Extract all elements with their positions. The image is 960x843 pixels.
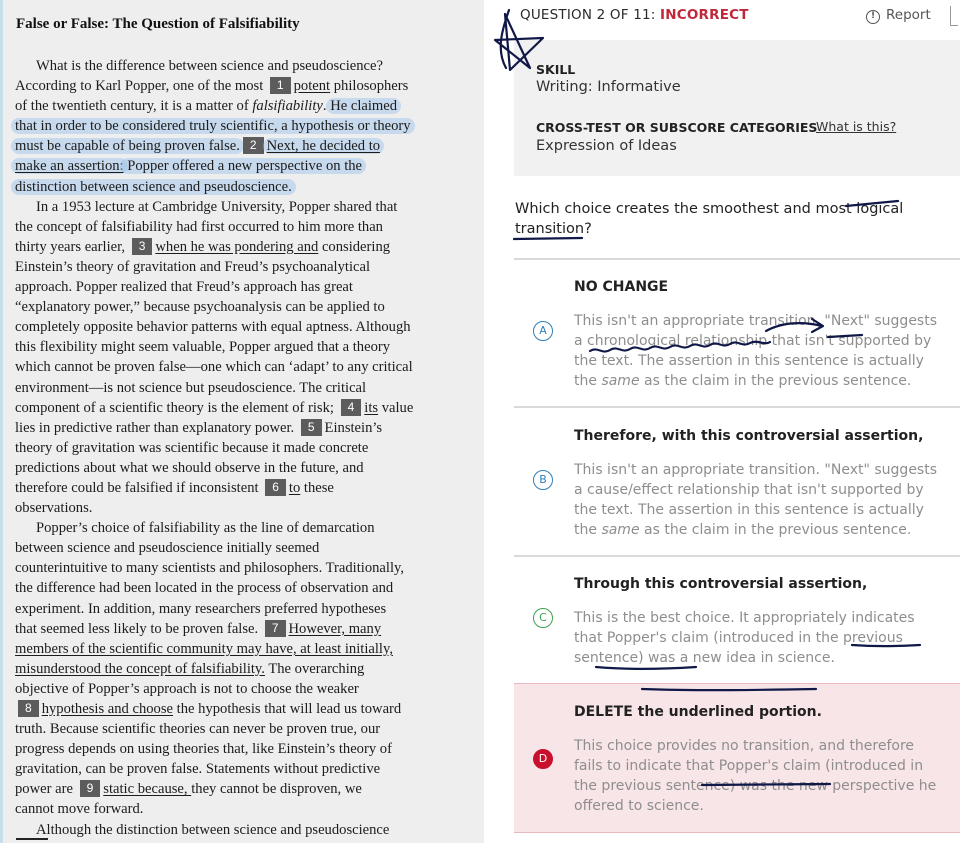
underlined-portion: make an assertion: [11, 158, 128, 174]
panel-corner [950, 6, 958, 26]
option-a-title: NO CHANGE [574, 279, 669, 295]
passage-line [15, 558, 477, 578]
option-b-explanation: This isn't an appropriate transition. "Next" suggests a cause/effect relationship that isn't supported by the text. The assertion in this sentence is actually the same as the claim in the previous sentence. [574, 462, 938, 538]
passage-line [15, 418, 477, 438]
underlined-portion: hypothesis and choose [41, 701, 174, 717]
passage-text: completely opposite behavior patterns with equal aptness. Although [15, 319, 411, 336]
passage-line [15, 679, 477, 699]
passage-line [15, 317, 477, 337]
passage-line [15, 136, 477, 156]
passage-line [15, 719, 477, 739]
passage-text: falsifiability [252, 98, 323, 115]
passage-text: Einstein’s theory of gravitation and Freud’s psychoanalytical [15, 258, 371, 275]
passage-line [15, 378, 477, 398]
option-d-title: DELETE the underlined portion. [574, 704, 822, 720]
passage-text: progress depends on using theories that, like Einstein’s theory of [15, 741, 392, 758]
passage-text: they cannot be disproven, we [191, 781, 362, 798]
passage-body [15, 56, 477, 840]
passage-line [15, 779, 477, 799]
passage-text: gravitation, can be proven false. Statements without predictive [15, 761, 381, 778]
passage-text: lies in predictive rather than explanatory power. [15, 419, 298, 436]
passage-text: “explanatory power,” because psychoanalysis can be applied to [15, 299, 385, 316]
cross-test-value: Expression of Ideas [536, 138, 677, 154]
underlined-portion: However, many [288, 620, 382, 637]
passage-line [15, 799, 477, 819]
option-b[interactable] [514, 408, 960, 555]
option-a-circle[interactable]: A [533, 321, 553, 341]
question-number-7[interactable]: 7 [265, 620, 286, 637]
passage-text: counterintuitive to many scientists and philosophers. Traditionally, [15, 560, 404, 577]
what-is-this-link[interactable]: What is this? [816, 119, 897, 134]
question-header [520, 7, 749, 23]
passage-text: which cannot be proven false—one which can ‘adapt’ to any critical [15, 359, 413, 376]
skill-value: Writing: Informative [536, 79, 681, 95]
passage-line [15, 217, 477, 237]
passage-text: component of a scientific theory is the element of risk; [15, 399, 338, 416]
passage-line [15, 498, 477, 518]
passage-line [15, 177, 477, 197]
underlined-portion: its [364, 399, 379, 416]
passage-text: value [378, 399, 414, 416]
passage-text: objective of Popper’s approach is not to choose the weaker [15, 680, 359, 697]
passage-line [15, 659, 477, 679]
passage-title: False or False: The Question of Falsifiability [16, 16, 300, 32]
passage-line [15, 458, 477, 478]
passage-line [15, 257, 477, 277]
question-panel [484, 0, 960, 843]
panel-edge [0, 0, 3, 843]
result-label: INCORRECT [660, 7, 749, 23]
passage-line [15, 337, 477, 357]
question-counter: QUESTION 2 OF 11: [520, 7, 661, 23]
passage-line [15, 820, 477, 840]
question-stem: Which choice creates the smoothest and most logical transition? [515, 201, 904, 237]
passage-line [15, 619, 477, 639]
passage-text: distinction between science and pseudoscience. [11, 179, 296, 195]
passage-line [15, 538, 477, 558]
passage-line [15, 599, 477, 619]
passage-text: Popper’s choice of falsifiability as the line of demarcation [36, 520, 375, 537]
passage-text: environment—is not science but pseudoscience. The critical [15, 379, 367, 396]
passage-text: cannot move forward. [15, 801, 144, 818]
option-c-title: Through this controversial assertion, [574, 576, 868, 592]
passage-line [15, 639, 477, 659]
passage-line [15, 518, 477, 538]
underlined-portion: members of the scientific community may have, at least initially, [15, 640, 393, 657]
passage-text: that in order to be considered truly scientific, a hypothesis or theory [11, 118, 415, 134]
option-d-explanation: This choice provides no transition, and therefore fails to indicate that Popper's claim (introduced in the previous sentence) was the new perspective he offered to science. [574, 738, 937, 814]
passage-line [15, 357, 477, 377]
option-d-circle[interactable]: D [533, 749, 553, 769]
passage-line [15, 96, 477, 116]
option-c[interactable] [514, 557, 960, 683]
option-d[interactable] [514, 683, 960, 833]
passage-line [15, 699, 477, 719]
passage-text: that seemed less likely to be proven false. [15, 620, 262, 637]
passage-text: Popper offered a new perspective on the [120, 158, 366, 174]
option-b-circle[interactable]: B [533, 470, 553, 490]
passage-text: truth. Because scientific theories can never be proven true, our [15, 721, 381, 738]
passage-text: predictions about what we should observe in the future, and [15, 459, 364, 476]
passage-text: the hypothesis that will lead us toward [173, 701, 402, 717]
passage-text: He claimed [326, 98, 401, 114]
underlined-portion: to [288, 479, 301, 496]
alert-icon: ! [866, 10, 880, 24]
cross-test-label: CROSS-TEST OR SUBSCORE CATEGORIES [536, 120, 818, 135]
underlined-portion: misunderstood the concept of falsifiability. [15, 660, 265, 677]
underlined-portion: when he was pondering and [155, 238, 319, 255]
passage-line [15, 478, 477, 498]
passage-text: therefore could be falsified if inconsistent [15, 479, 263, 496]
option-a[interactable] [514, 260, 960, 406]
question-number-5[interactable]: 5 [301, 419, 322, 436]
passage-text: According to Karl Popper, one of the most [15, 78, 267, 95]
passage-text: the difference had been located in the process of observation and [15, 580, 394, 597]
passage-line [15, 237, 477, 257]
passage-text: of the twentieth century, it is a matter of [15, 98, 253, 115]
passage-line [15, 739, 477, 759]
passage-text: approach. Popper realized that Freud’s approach has great [15, 279, 353, 296]
question-number-9[interactable]: 9 [80, 780, 101, 797]
underlined-portion: Next, he decided to [263, 138, 384, 154]
passage-line [15, 297, 477, 317]
passage-line [15, 398, 477, 418]
passage-text: must be capable of being proven false. [11, 138, 244, 154]
question-number-1[interactable]: 1 [270, 77, 291, 94]
question-number-6[interactable]: 6 [265, 479, 286, 496]
passage-text: . [322, 98, 331, 115]
passage-line [15, 76, 477, 96]
passage-text: observations. [15, 500, 93, 517]
passage-text: The overarching [264, 660, 365, 677]
passage-text: In a 1953 lecture at Cambridge University, Popper shared that [36, 198, 398, 215]
question-number-2[interactable]: 2 [243, 137, 264, 154]
passage-line [15, 156, 477, 176]
underlined-portion: potent [293, 78, 331, 95]
question-number-4[interactable]: 4 [341, 399, 362, 416]
passage-text: these [300, 479, 334, 496]
passage-text: the concept of falsifiability had first occurred to him more than [15, 218, 383, 235]
passage-line [15, 277, 477, 297]
passage-text: Einstein’s [324, 419, 383, 436]
passage-line [15, 578, 477, 598]
report-button[interactable] [866, 7, 931, 24]
option-c-explanation: This is the best choice. It appropriately indicates that Popper's claim (introduced in the previous sentence) was a new idea in science. [574, 610, 915, 666]
passage-text: this flexibility might seem valuable, Popper argued that a theory [15, 339, 391, 356]
passage-line [15, 56, 477, 76]
option-b-title: Therefore, with this controversial assertion, [574, 428, 924, 444]
question-number-3[interactable]: 3 [132, 238, 153, 255]
option-c-circle[interactable]: C [533, 608, 553, 628]
passage-line [15, 116, 477, 136]
passage-text: theory of gravitation was scientific because it made concrete [15, 439, 369, 456]
report-label: Report [886, 7, 931, 23]
passage-text: philosophers [330, 78, 409, 95]
question-number-8[interactable]: 8 [18, 700, 39, 717]
passage-text: experiment. In addition, many researchers preferred hypotheses [15, 600, 387, 617]
skill-box [514, 40, 960, 176]
passage-line [15, 197, 477, 217]
passage-text: What is the difference between science and pseudoscience? [36, 58, 383, 74]
passage-line [15, 438, 477, 458]
scroll-marker [16, 838, 48, 840]
passage-text: power are [15, 781, 77, 798]
option-a-explanation: This isn't an appropriate transition. "Next" suggests a chronological relationship that isn't supported by the text. The assertion in this sentence is actually the same as the claim in the previous sentence. [574, 313, 938, 389]
passage-line [15, 759, 477, 779]
passage-text: between science and pseudoscience initially seemed [15, 540, 320, 557]
skill-label: SKILL [536, 62, 576, 77]
passage-text: Although the distinction between science and pseudoscience [36, 821, 390, 838]
passage-text: considering [318, 238, 391, 255]
passage-text: thirty years earlier, [15, 238, 129, 255]
underlined-portion: static because, [103, 781, 192, 798]
